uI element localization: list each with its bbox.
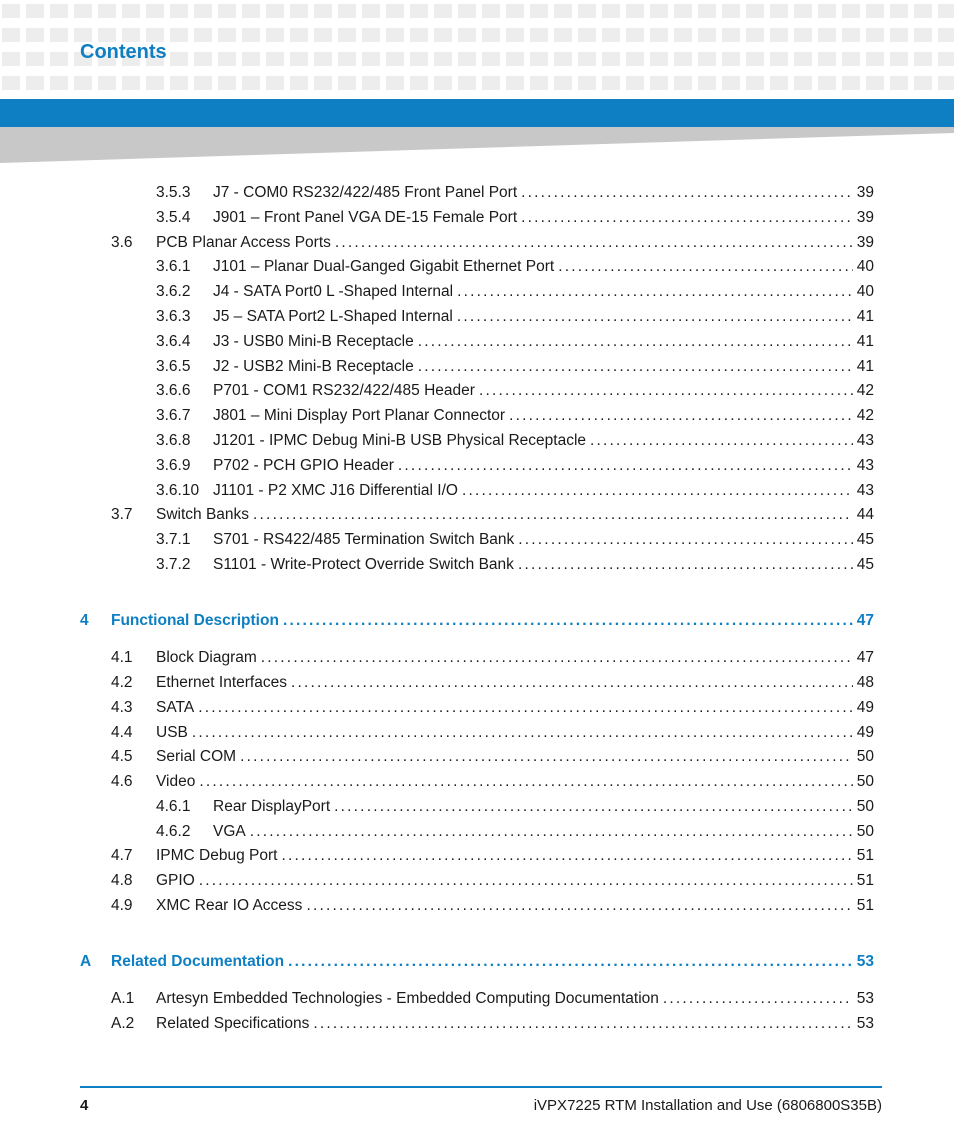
toc-entry[interactable] bbox=[156, 432, 874, 454]
toc-entry-label: Related Specifications bbox=[156, 1015, 310, 1032]
toc-entry-label: P701 - COM1 RS232/422/485 Header bbox=[213, 382, 475, 399]
toc-entry[interactable] bbox=[156, 333, 874, 355]
toc-entry-page: 42 bbox=[856, 407, 874, 424]
toc-entry-number: 3.7 bbox=[111, 506, 133, 523]
toc-entry-page: 43 bbox=[856, 457, 874, 474]
toc-entry-number: 3.7.2 bbox=[156, 556, 191, 573]
toc-entry-label: J5 – SATA Port2 L-Shaped Internal bbox=[213, 308, 453, 325]
toc-entry-page: 42 bbox=[856, 382, 874, 399]
toc-dot-leader bbox=[518, 531, 852, 549]
header-blue-band bbox=[0, 99, 954, 127]
toc-entry[interactable] bbox=[156, 258, 874, 280]
toc-entry-number: 4 bbox=[80, 612, 89, 629]
toc-dot-leader bbox=[398, 457, 853, 475]
toc-entry-label: J801 – Mini Display Port Planar Connector bbox=[213, 407, 506, 424]
toc-entry[interactable] bbox=[111, 724, 874, 746]
toc-entry[interactable] bbox=[156, 358, 874, 380]
toc-entry-number: 4.9 bbox=[111, 897, 133, 914]
toc-dot-leader bbox=[521, 184, 853, 202]
toc-entry-number: 4.5 bbox=[111, 748, 133, 765]
toc-entry-number: 3.6.9 bbox=[156, 457, 191, 474]
toc-entry-page: 50 bbox=[856, 823, 874, 840]
toc-entry-number: 4.1 bbox=[111, 649, 133, 666]
toc-dot-leader bbox=[281, 847, 852, 865]
toc-entry-page: 50 bbox=[856, 773, 874, 790]
toc-entry-number: 3.6.10 bbox=[156, 482, 200, 499]
toc-dot-leader bbox=[518, 556, 853, 574]
toc-entry-number: 4.3 bbox=[111, 699, 133, 716]
toc-entry[interactable] bbox=[111, 699, 874, 721]
footer-rule bbox=[80, 1086, 882, 1088]
toc-entry-number: 4.2 bbox=[111, 674, 133, 691]
toc-dot-leader bbox=[457, 283, 853, 301]
toc-entry-label: J3 - USB0 Mini-B Receptacle bbox=[213, 333, 414, 350]
toc-entry-page: 40 bbox=[856, 283, 874, 300]
toc-entry[interactable] bbox=[156, 823, 874, 845]
toc-dot-leader bbox=[240, 748, 853, 766]
toc-entry-number: 4.8 bbox=[111, 872, 133, 889]
toc-entry[interactable] bbox=[156, 556, 874, 578]
toc-entry[interactable] bbox=[111, 847, 874, 869]
toc-entry[interactable] bbox=[156, 283, 874, 305]
toc-entry[interactable] bbox=[111, 897, 874, 919]
toc-dot-leader bbox=[457, 308, 853, 326]
toc-entry[interactable] bbox=[156, 531, 874, 553]
toc-dot-leader bbox=[283, 612, 853, 630]
toc-entry-label: PCB Planar Access Ports bbox=[156, 234, 331, 251]
toc-entry-page: 43 bbox=[856, 432, 874, 449]
toc-entry-label: USB bbox=[156, 724, 188, 741]
toc-entry-number: 3.6.6 bbox=[156, 382, 191, 399]
toc-entry-number: 4.6.1 bbox=[156, 798, 191, 815]
toc-chapter-entry[interactable] bbox=[80, 612, 874, 634]
toc-entry-page: 45 bbox=[856, 531, 874, 548]
toc-entry-number: A bbox=[80, 953, 92, 970]
toc-entry-number: A.2 bbox=[111, 1015, 135, 1032]
toc-dot-leader bbox=[558, 258, 853, 276]
toc-entry-label: J901 – Front Panel VGA DE-15 Female Port bbox=[213, 209, 518, 226]
toc-entry-number: 3.6.4 bbox=[156, 333, 191, 350]
toc-dot-leader bbox=[198, 699, 853, 717]
toc-entry[interactable] bbox=[111, 872, 874, 894]
toc-dot-leader bbox=[199, 872, 853, 890]
toc-entry-number: 3.6.1 bbox=[156, 258, 191, 275]
toc-entry-label: SATA bbox=[156, 699, 195, 716]
toc-entry-page: 51 bbox=[856, 847, 874, 864]
toc-dot-leader bbox=[663, 990, 853, 1008]
toc-entry-label: Block Diagram bbox=[156, 649, 257, 666]
toc-entry-page: 49 bbox=[856, 699, 874, 716]
toc-entry-label: IPMC Debug Port bbox=[156, 847, 278, 864]
toc-entry-label: J7 - COM0 RS232/422/485 Front Panel Port bbox=[213, 184, 518, 201]
toc-entry[interactable] bbox=[111, 234, 874, 256]
toc-entry[interactable] bbox=[111, 649, 874, 671]
toc-entry-number: 4.6 bbox=[111, 773, 133, 790]
toc-entry-label: P702 - PCH GPIO Header bbox=[213, 457, 394, 474]
toc-dot-leader bbox=[418, 333, 853, 351]
toc-dot-leader bbox=[192, 724, 853, 742]
toc-entry-label: Functional Description bbox=[111, 612, 279, 629]
toc-dot-leader bbox=[521, 209, 853, 227]
toc-entry-page: 41 bbox=[856, 358, 874, 375]
toc-entry-number: 3.6.5 bbox=[156, 358, 191, 375]
toc-entry-number: 3.6.3 bbox=[156, 308, 191, 325]
toc-dot-leader bbox=[334, 798, 853, 816]
toc-entry-page: 51 bbox=[856, 897, 874, 914]
toc-entry-number: 4.4 bbox=[111, 724, 133, 741]
toc-entry-number: 3.6.2 bbox=[156, 283, 191, 300]
page-title: Contents bbox=[80, 41, 167, 63]
toc-entry-page: 53 bbox=[856, 953, 874, 970]
toc-entry-number: A.1 bbox=[111, 990, 135, 1007]
toc-entry-page: 43 bbox=[856, 482, 874, 499]
toc-entry-label: Serial COM bbox=[156, 748, 237, 765]
toc-entry[interactable] bbox=[111, 748, 874, 770]
toc-entry-page: 39 bbox=[856, 209, 874, 226]
toc-entry-label: Ethernet Interfaces bbox=[156, 674, 287, 691]
toc-entry-page: 53 bbox=[856, 1015, 874, 1032]
toc-entry[interactable] bbox=[156, 382, 874, 404]
header-grey-wedge bbox=[0, 127, 954, 163]
toc-entry[interactable] bbox=[156, 184, 874, 206]
toc-entry[interactable] bbox=[156, 798, 874, 820]
toc-entry-page: 47 bbox=[856, 649, 874, 666]
toc-dot-leader bbox=[590, 432, 853, 450]
toc-entry-number: 3.6 bbox=[111, 234, 133, 251]
footer-document-title: iVPX7225 RTM Installation and Use (6806800S35B) bbox=[533, 1097, 882, 1114]
toc-entry[interactable] bbox=[111, 990, 874, 1012]
toc-entry-page: 47 bbox=[856, 612, 874, 629]
toc-dot-leader bbox=[462, 482, 853, 500]
toc-entry-page: 49 bbox=[856, 724, 874, 741]
toc-entry[interactable] bbox=[111, 1015, 874, 1037]
toc-entry-number: 3.5.3 bbox=[156, 184, 191, 201]
toc-dot-leader bbox=[306, 897, 852, 915]
toc-dot-leader bbox=[479, 382, 853, 400]
toc-entry[interactable] bbox=[111, 674, 874, 696]
toc-entry-number: 3.5.4 bbox=[156, 209, 191, 226]
toc-entry-label: Switch Banks bbox=[156, 506, 250, 523]
toc-entry-page: 41 bbox=[856, 333, 874, 350]
toc-dot-leader bbox=[261, 649, 853, 667]
toc-entry-label: J2 - USB2 Mini-B Receptacle bbox=[213, 358, 414, 375]
toc-entry-page: 48 bbox=[856, 674, 874, 691]
footer-page-number: 4 bbox=[80, 1097, 89, 1114]
toc-entry-label: Related Documentation bbox=[111, 953, 285, 970]
toc-entry-label: S1101 - Write-Protect Override Switch Bank bbox=[213, 556, 514, 573]
toc-entry-page: 41 bbox=[856, 308, 874, 325]
toc-entry[interactable] bbox=[156, 407, 874, 429]
toc-entry-page: 40 bbox=[856, 258, 874, 275]
toc-entry-number: 3.6.7 bbox=[156, 407, 191, 424]
toc-entry-number: 3.7.1 bbox=[156, 531, 191, 548]
toc-dot-leader bbox=[418, 358, 853, 376]
toc-entry[interactable] bbox=[156, 457, 874, 479]
toc-entry-label: Artesyn Embedded Technologies - Embedded Computing Documentation bbox=[156, 990, 659, 1007]
toc-entry-label: VGA bbox=[213, 823, 246, 840]
toc-entry-label: J101 – Planar Dual-Ganged Gigabit Ethernet Port bbox=[213, 258, 555, 275]
toc-entry-label: J1201 - IPMC Debug Mini-B USB Physical Receptacle bbox=[213, 432, 587, 449]
toc-entry[interactable] bbox=[156, 209, 874, 231]
toc-entry-number: 4.7 bbox=[111, 847, 133, 864]
toc-entry[interactable] bbox=[156, 482, 874, 504]
toc-entry-number: 4.6.2 bbox=[156, 823, 191, 840]
toc-dot-leader bbox=[291, 674, 853, 692]
toc-dot-leader bbox=[288, 953, 853, 971]
toc-entry-label: GPIO bbox=[156, 872, 195, 889]
toc-entry-page: 53 bbox=[856, 990, 874, 1007]
toc-chapter-entry[interactable] bbox=[80, 953, 874, 975]
toc-dot-leader bbox=[199, 773, 852, 791]
toc-entry-label: Rear DisplayPort bbox=[213, 798, 331, 815]
toc-entry-page: 39 bbox=[856, 234, 874, 251]
toc-entry-number: 3.6.8 bbox=[156, 432, 191, 449]
toc-entry-label: XMC Rear IO Access bbox=[156, 897, 303, 914]
toc-dot-leader bbox=[335, 234, 853, 252]
toc-entry-label: J4 - SATA Port0 L -Shaped Internal bbox=[213, 283, 454, 300]
toc-entry-page: 39 bbox=[856, 184, 874, 201]
toc-entry[interactable] bbox=[111, 773, 874, 795]
toc-entry-label: S701 - RS422/485 Termination Switch Bank bbox=[213, 531, 515, 548]
toc-entry-page: 44 bbox=[856, 506, 874, 523]
toc-dot-leader bbox=[313, 1015, 852, 1033]
toc-entry[interactable] bbox=[111, 506, 874, 528]
toc-entry[interactable] bbox=[156, 308, 874, 330]
toc-entry-page: 50 bbox=[856, 798, 874, 815]
toc-entry-page: 45 bbox=[856, 556, 874, 573]
toc-entry-label: J1101 - P2 XMC J16 Differential I/O bbox=[213, 482, 458, 499]
toc-dot-leader bbox=[253, 506, 853, 524]
toc-dot-leader bbox=[509, 407, 853, 425]
toc-entry-page: 50 bbox=[856, 748, 874, 765]
toc-entry-label: Video bbox=[156, 773, 196, 790]
toc-entry-page: 51 bbox=[856, 872, 874, 889]
toc-dot-leader bbox=[250, 823, 853, 841]
